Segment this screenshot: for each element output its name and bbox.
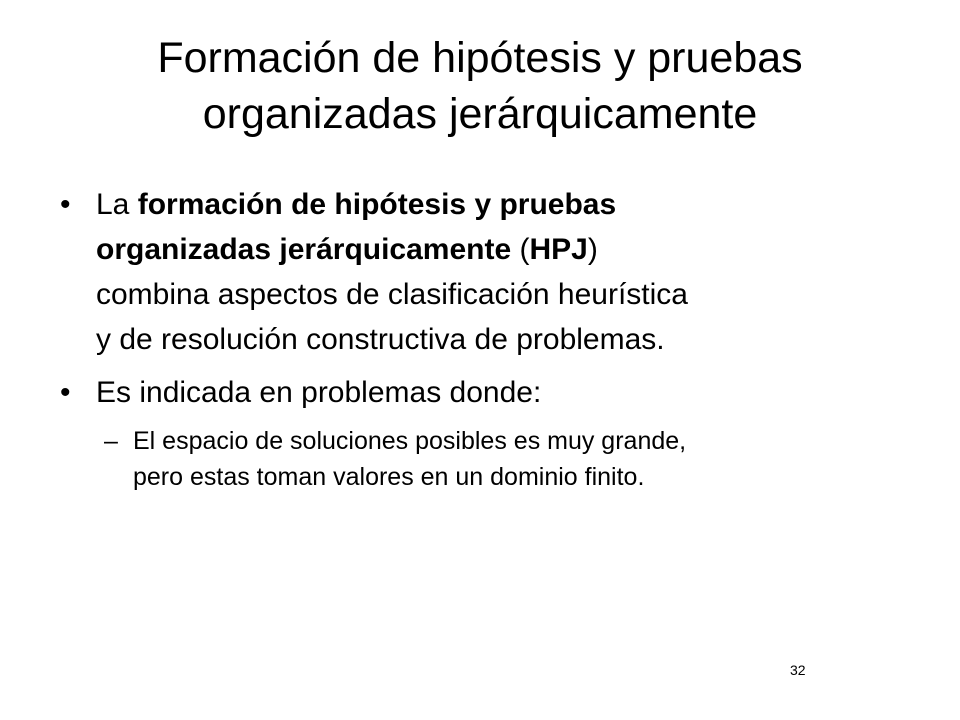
sub-bullet-marker: – <box>104 427 118 455</box>
text-run: ( <box>511 233 530 266</box>
bullet-marker: • <box>60 188 71 221</box>
bullet-line: combina aspectos de clasificación heurística <box>96 278 688 311</box>
bullet-line <box>96 227 920 272</box>
bullet-line: Es indicada en problemas donde: <box>96 376 542 409</box>
sub-bullet-solution-space <box>104 423 920 495</box>
bold-acronym: HPJ <box>529 233 588 266</box>
page-number: 32 <box>790 662 806 678</box>
bold-term: formación de hipótesis y pruebas <box>137 188 617 221</box>
sub-bullet-line: El espacio de soluciones posibles es muy grande, <box>133 427 687 455</box>
text-run: ) <box>587 233 598 266</box>
bold-term: organizadas jerárquicamente <box>96 233 512 266</box>
bullet-hpj-definition <box>60 182 920 362</box>
text-run: La <box>96 188 138 221</box>
slide-title <box>40 30 920 142</box>
slide-content <box>60 182 920 495</box>
title-line-2: organizadas jerárquicamente <box>202 90 758 138</box>
bullet-line <box>96 182 920 227</box>
sub-bullet-line: pero estas toman valores en un dominio finito. <box>133 463 645 491</box>
bullet-line: y de resolución constructiva de problemas. <box>96 323 665 356</box>
bullet-marker: • <box>60 376 71 409</box>
bullet-usage <box>60 370 920 415</box>
title-line-1: Formación de hipótesis y pruebas <box>157 34 803 82</box>
